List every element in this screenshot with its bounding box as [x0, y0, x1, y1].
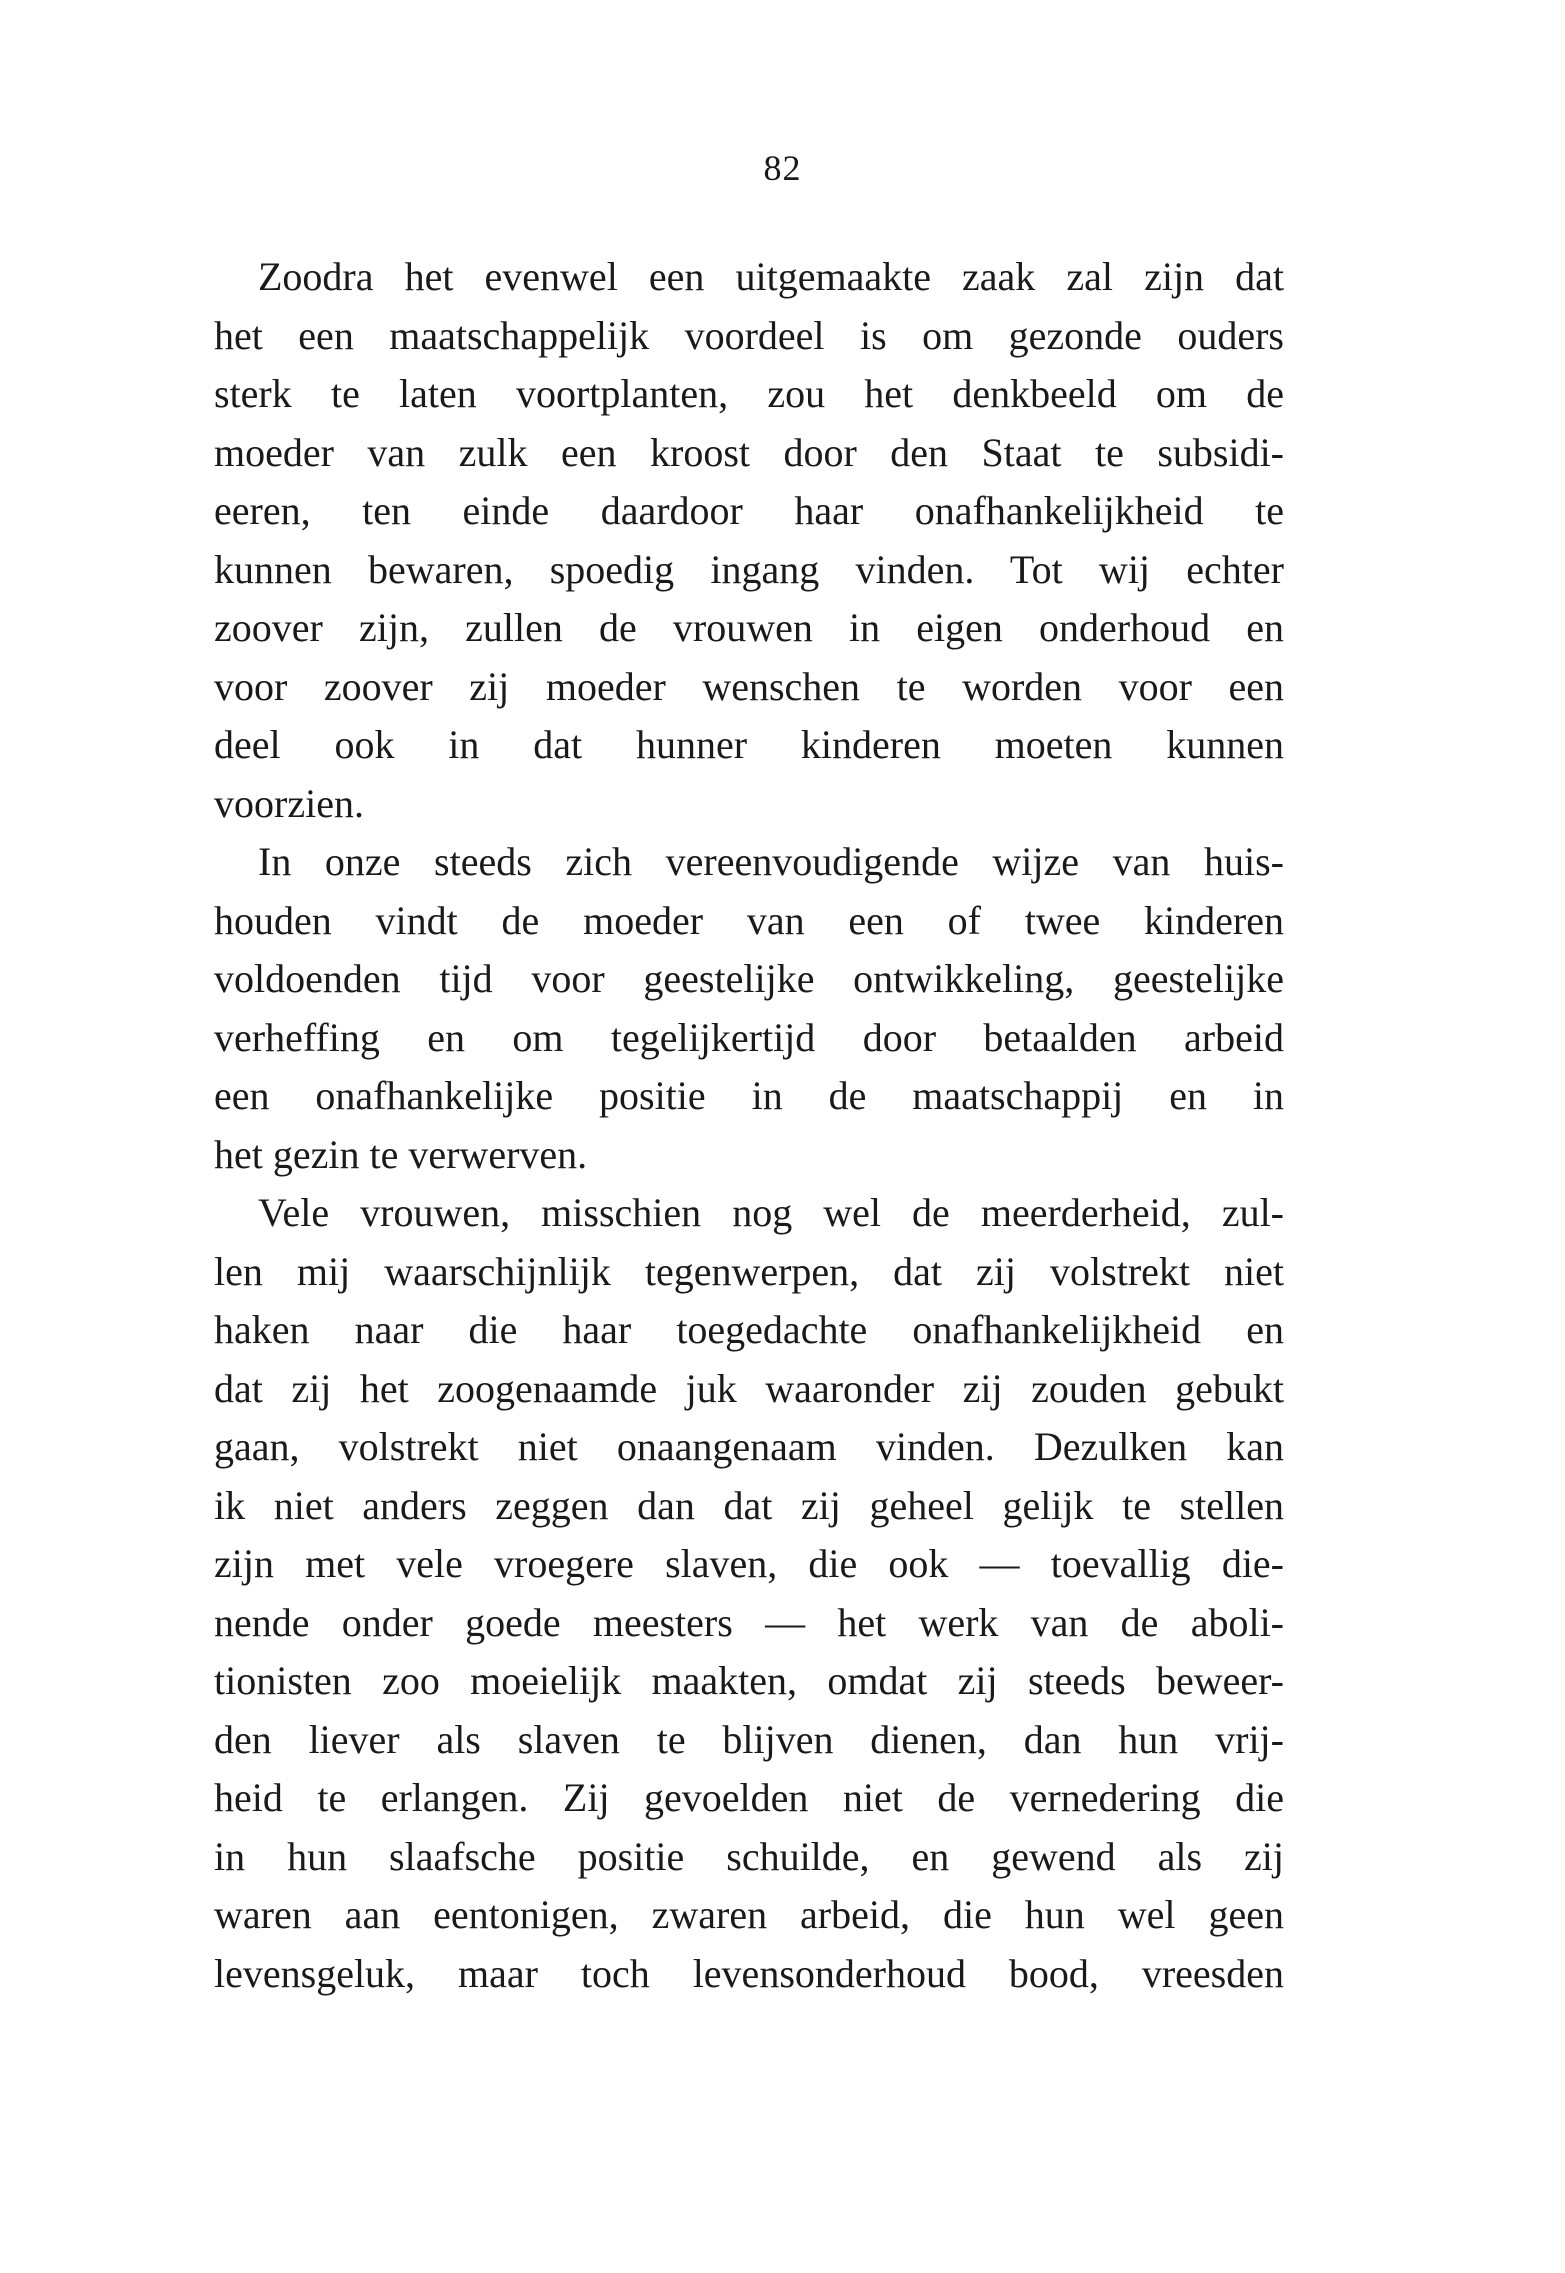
text-line: Zoodra het evenwel een uitgemaakte zaak zal zijn dat — [258, 254, 1284, 299]
text-line: haken naar die haar toegedachte onafhankelijkheid en — [214, 1307, 1284, 1352]
text-line: tionisten zoo moeielijk maakten, omdat zij steeds beweer- — [214, 1658, 1284, 1703]
text-line: houden vindt de moeder van een of twee kinderen — [214, 897, 1284, 943]
text-line: moeder van zulk een kroost door den Staat te subsidi- — [214, 429, 1284, 475]
text-line: het gezin te verwerven. — [214, 1131, 588, 1177]
text-line: een onafhankelijke positie in de maatschappij en in — [214, 1073, 1284, 1118]
text-line: waren aan eentonigen, zwaren arbeid, die hun wel geen — [214, 1892, 1284, 1937]
text-line: voorzien. — [214, 780, 364, 826]
text-line: zijn met vele vroegere slaven, die ook — toevallig die- — [214, 1541, 1284, 1586]
text-line: eeren, ten einde daardoor haar onafhankelijkheid te — [214, 488, 1284, 533]
text-line: len mij waarschijnlijk tegenwerpen, dat zij volstrekt niet — [214, 1248, 1284, 1294]
text-line: ik niet anders zeggen dan dat zij geheel gelijk te stellen — [214, 1482, 1284, 1528]
text-line: In onze steeds zich vereenvoudigende wijze van huis- — [258, 839, 1284, 884]
body-text — [214, 248, 1284, 2003]
text-line: dat zij het zoogenaamde juk waaronder zij zouden gebukt — [214, 1365, 1284, 1411]
text-line: kunnen bewaren, spoedig ingang vinden. Tot wij echter — [214, 546, 1284, 592]
text-line: deel ook in dat hunner kinderen moeten kunnen — [214, 722, 1284, 767]
text-line: voor zoover zij moeder wenschen te worden voor een — [214, 663, 1284, 709]
text-line: in hun slaafsche positie schuilde, en gewend als zij — [214, 1833, 1284, 1879]
text-line: verheffing en om tegelijkertijd door betaalden arbeid — [214, 1014, 1284, 1060]
text-line: voldoenden tijd voor geestelijke ontwikkeling, geestelijke — [214, 956, 1284, 1001]
text-line: den liever als slaven te blijven dienen, dan hun vrij- — [214, 1716, 1284, 1762]
page-number: 82 — [763, 148, 802, 188]
text-line: heid te erlangen. Zij gevoelden niet de vernedering die — [214, 1775, 1284, 1820]
text-line: nende onder goede meesters — het werk van de aboli- — [214, 1599, 1284, 1645]
text-line: zoover zijn, zullen de vrouwen in eigen onderhoud en — [214, 605, 1284, 650]
text-line: het een maatschappelijk voordeel is om gezonde ouders — [214, 312, 1284, 358]
text-line: levensgeluk, maar toch levensonderhoud bood, vreesden — [214, 1950, 1284, 1996]
text-line: Vele vrouwen, misschien nog wel de meerderheid, zul- — [258, 1190, 1284, 1235]
text-line: sterk te laten voortplanten, zou het denkbeeld om de — [214, 371, 1284, 416]
text-line: gaan, volstrekt niet onaangenaam vinden. Dezulken kan — [214, 1424, 1284, 1469]
